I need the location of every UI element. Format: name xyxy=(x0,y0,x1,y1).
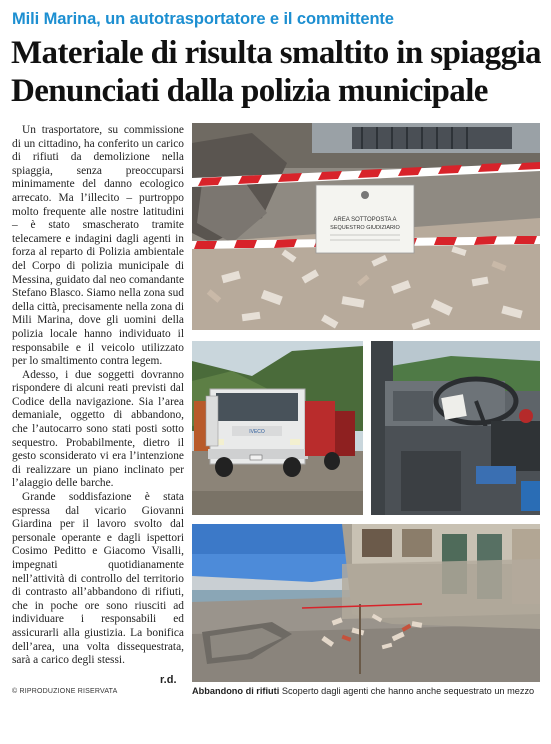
sign-text-line-1: AREA SOTTOPOSTA A xyxy=(333,217,397,223)
photo-beach xyxy=(192,524,540,682)
headline xyxy=(11,34,546,110)
headline-line-1: Materiale di risulta smaltito in spiaggia xyxy=(11,35,541,71)
article-paragraph: Un trasportatore, su commissione di un cittadino, ha conferito un carico di rifiuti da demolizione nella spiaggia, senza preoccuparsi minimamente del danno ecologico arrecato. Ma l’illecito – purtroppo molto frequente alle nostre latitudini – è stato smascherato tramite telecamere e indagini dagli agenti in forza al reparto di Polizia ambientale del Corpo di polizia municipale di Messina, guidato dal neo comandante Stefano Blasco. Siamo nella zona sud della città, precisamente nella zona di Mili Marina, dove gli uomini della polizia locale hanno individuato il responsabile e il veicolo utilizzato per lo smaltimento contra legem. xyxy=(12,124,184,368)
copyright-notice: © RIPRODUZIONE RISERVATA xyxy=(12,688,118,695)
svg-text:IVECO: IVECO xyxy=(249,429,265,435)
headline-line-2: Denunciati dalla polizia municipale xyxy=(11,73,488,109)
photo-seized-area xyxy=(192,123,540,330)
article-body xyxy=(12,124,184,668)
caption-title: Abbandono di rifiuti xyxy=(192,686,280,696)
photo-truck-cab xyxy=(371,341,540,515)
photo-truck xyxy=(192,341,363,515)
article-paragraph: Grande soddisfazione è stata espressa dal vicario Giovanni Giardina per il lavoro svolto dal personale operante e dagli ispettori Cosimo Peditto e Giacomo Visalli, impegnati quotidianamente nell’attività di controllo del territorio di contrasto all’abbandono di rifiuti, che in poche ore sono riusciti ad individuare i responsabili ed assicurarli alla giustizia. La bonifica dell’area, una volta dissequestrata, sarà a carico degli stessi. xyxy=(12,491,184,667)
article-paragraph: Adesso, i due soggetti dovranno rispondere di alcuni reati previsti dal Codice della navigazione. Sia l’area demaniale, oggetto di abbandono, che l’autocarro sono stati posti sotto sequestro. Probabilmente, dietro il gesto sconsiderato vi era l’intenzione di realizzare un piano inclinato per l’alaggio delle barche. xyxy=(12,368,184,490)
byline: r.d. xyxy=(160,674,177,686)
caption-text: Scoperto dagli agenti che hanno anche sequestrato un mezzo xyxy=(281,686,535,696)
photo-caption xyxy=(192,686,540,696)
kicker: Mili Marina, un autotrasportatore e il committente xyxy=(12,10,394,28)
sign-text-line-2: SEQUESTRO GIUDIZIARIO xyxy=(330,225,400,231)
